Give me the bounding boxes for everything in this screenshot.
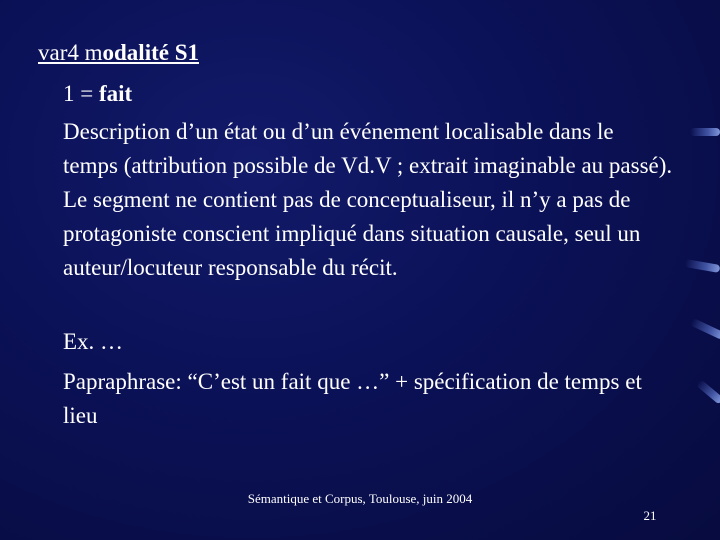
decorative-streak <box>690 128 720 136</box>
page-number: 21 <box>643 508 657 523</box>
point-1-prefix: 1 = <box>63 81 99 106</box>
paraphrase-text: Papraphrase: “C’est un fait que …” + spécification de temps et lieu <box>63 369 642 428</box>
slide-title <box>38 38 199 68</box>
decorative-streak <box>690 318 720 340</box>
decorative-streak <box>696 379 720 404</box>
point-1-label: fait <box>98 81 133 106</box>
footer-text: Sémantique et Corpus, Toulouse, juin 2004 <box>247 491 473 506</box>
point-1 <box>63 77 673 111</box>
decorative-streak <box>685 259 720 273</box>
description-text: Description d’un état ou d’un événement localisable dans le temps (attribution possible de Vd.V ; extrait imaginable au passé). Le segment ne contient pas de conceptualiseur, il n’y a pas de protagoniste conscient impliqué dans situation causale, seul un auteur/locuteur responsable du récit. <box>63 119 673 280</box>
title-prefix: var4 m <box>38 40 103 65</box>
title-bold: odalité S1 <box>102 40 199 65</box>
example-text: Ex. … <box>63 329 124 354</box>
